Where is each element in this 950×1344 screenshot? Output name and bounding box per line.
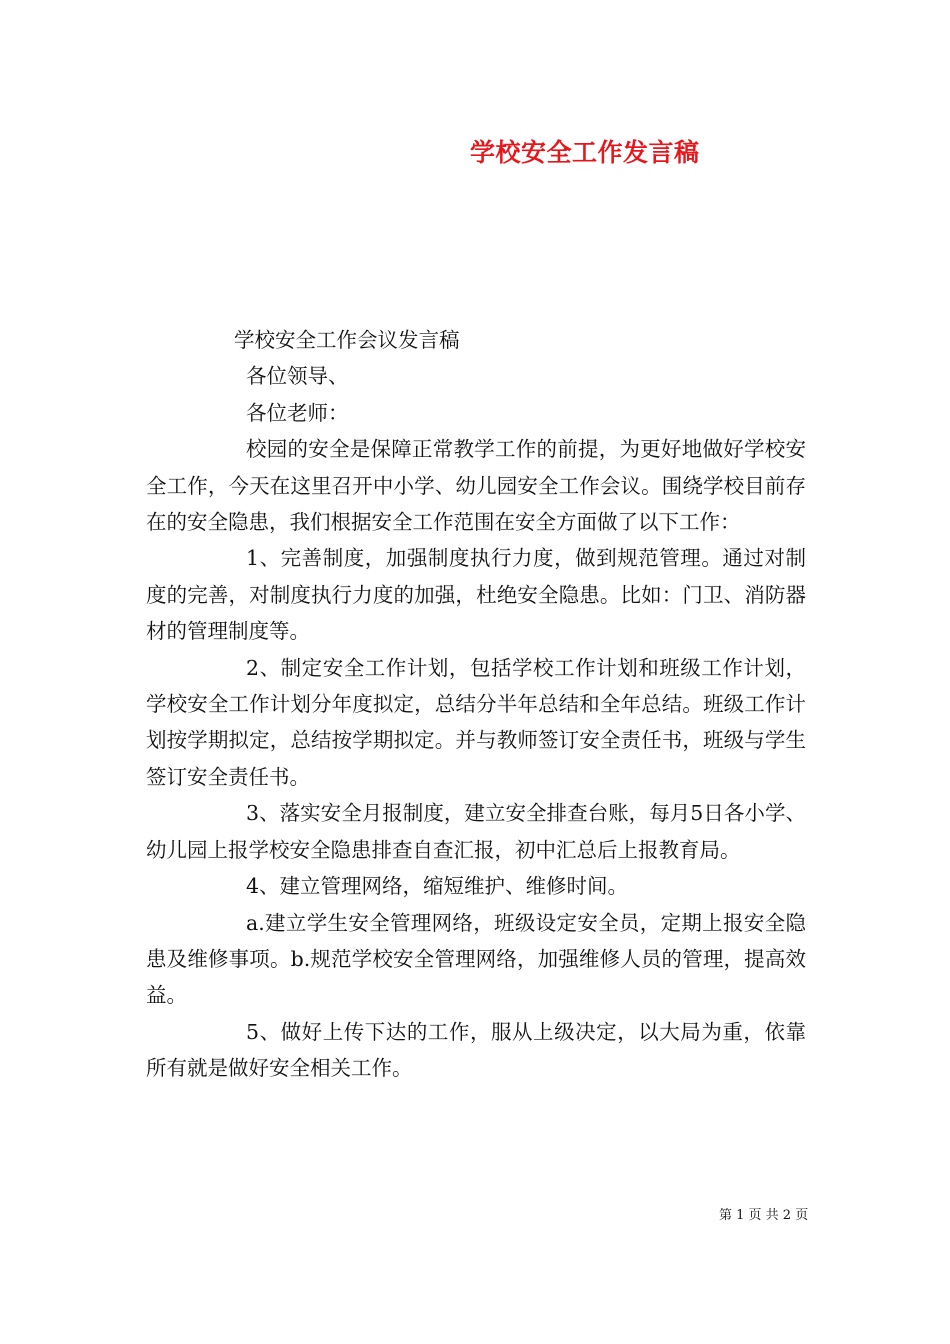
paragraph-item-2: 2、制定安全工作计划，包括学校工作计划和班级工作计划，学校安全工作计划分年度拟定，总结分半年总结和全年总结。班级工作计划按学期拟定，总结按学期拟定。并与教师签订安全责任书，班级与学生签订安全责任书。 — [146, 655, 806, 789]
document-body — [146, 322, 806, 1087]
paragraph-item-4: 4、建立管理网络，缩短维护、维修时间。 — [246, 874, 629, 899]
document-title: 学校安全工作发言稿 — [470, 138, 700, 167]
paragraph-item-3: 3、落实安全月报制度，建立安全排查台账，每月5日各小学、幼儿园上报学校安全隐患排查自查汇报，初中汇总后上报教育局。 — [146, 801, 806, 862]
paragraph-intro: 校园的安全是保障正常教学工作的前提，为更好地做好学校安全工作，今天在这里召开中小学、幼儿园安全工作会议。围绕学校目前存在的安全隐患，我们根据安全工作范围在安全方面做了以下工作： — [146, 437, 806, 535]
page-number: 第 1 页 共 2 页 — [719, 1208, 809, 1223]
paragraph-item-4-detail: a.建立学生安全管理网络，班级设定安全员，定期上报安全隐患及维修事项。b.规范学校安全管理网络，加强维修人员的管理，提高效益。 — [146, 910, 806, 1008]
salutation-teachers: 各位老师： — [246, 400, 349, 425]
paragraph-item-5: 5、做好上传下达的工作，服从上级决定，以大局为重，依靠所有就是做好安全相关工作。 — [146, 1019, 806, 1081]
paragraph-item-1: 1、完善制度，加强制度执行力度，做到规范管理。通过对制度的完善，对制度执行力度的加强，杜绝安全隐患。比如：门卫、消防器材的管理制度等。 — [146, 546, 806, 644]
salutation-leaders: 各位领导、 — [246, 364, 349, 389]
document-subtitle: 学校安全工作会议发言稿 — [234, 328, 460, 352]
